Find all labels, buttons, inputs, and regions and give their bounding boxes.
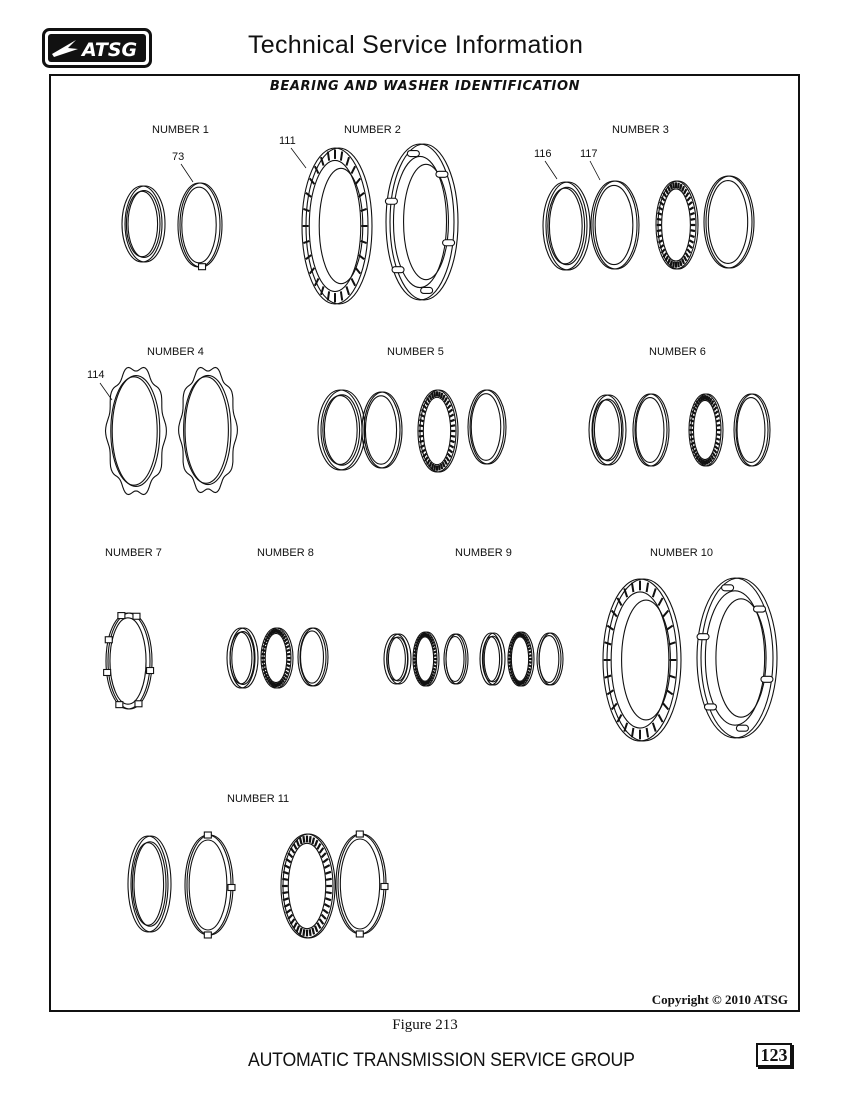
bearing-n9b <box>508 632 534 686</box>
group-label-9: NUMBER 9 <box>455 547 512 559</box>
group-label-7: NUMBER 7 <box>105 547 162 559</box>
callout-114: 114 <box>87 369 105 381</box>
callout-111: 111 <box>279 135 296 147</box>
tabbed-washer-n7 <box>104 613 154 709</box>
bearing-n8 <box>261 628 293 688</box>
page-number: 123 <box>756 1043 792 1067</box>
figure-caption: Figure 213 <box>392 1017 458 1033</box>
thrust-plate-n10 <box>697 578 777 738</box>
bearing-n5 <box>418 390 458 472</box>
washer-n4 <box>179 368 238 493</box>
washer-n5 <box>362 392 402 468</box>
group-label-10: NUMBER 10 <box>650 547 713 559</box>
figure-heading: BEARING AND WASHER IDENTIFICATION <box>269 79 581 94</box>
race-n6 <box>589 395 626 465</box>
bearing-n3 <box>656 181 698 269</box>
copyright-notice: Copyright © 2010 ATSG <box>651 992 788 1007</box>
washer-n9 <box>444 634 468 684</box>
race-n9 <box>384 634 411 684</box>
logo-text: ATSG <box>82 39 138 61</box>
group-label-5: NUMBER 5 <box>387 346 444 358</box>
race-n11 <box>128 836 171 932</box>
group-label-6: NUMBER 6 <box>649 346 706 358</box>
bearing-n9 <box>413 632 439 686</box>
group-label-2: NUMBER 2 <box>344 124 401 136</box>
bearing-n11 <box>281 834 335 938</box>
tabbed-washer-n11 <box>185 832 235 938</box>
washer-n6 <box>633 394 669 466</box>
bearing-n6 <box>689 394 723 466</box>
page-title: Technical Service Information <box>248 31 584 59</box>
group-label-1: NUMBER 1 <box>152 124 209 136</box>
washer-n8 <box>298 628 328 686</box>
washer-n9b <box>537 633 563 685</box>
washer-114 <box>106 368 167 495</box>
group-label-11: NUMBER 11 <box>227 793 290 805</box>
callout-117: 117 <box>580 148 598 160</box>
tabbed-washer-n11b <box>336 831 388 937</box>
washer-n5b <box>468 390 506 464</box>
race-n8 <box>227 628 258 688</box>
race-116 <box>543 182 590 270</box>
race-n9b <box>480 633 505 685</box>
retainer-n10 <box>603 579 681 741</box>
race-n1 <box>122 186 165 262</box>
washer-117 <box>591 181 639 269</box>
group-label-3: NUMBER 3 <box>612 124 669 136</box>
washer-n6b <box>734 394 770 466</box>
callout-116: 116 <box>534 148 552 160</box>
retainer-111 <box>302 148 372 304</box>
thrust-plate-n2 <box>385 144 458 300</box>
group-label-8: NUMBER 8 <box>257 547 314 559</box>
footer-organization: AUTOMATIC TRANSMISSION SERVICE GROUP <box>248 1050 635 1071</box>
race-n5 <box>318 390 365 470</box>
washer-n3 <box>704 176 754 268</box>
washer-73 <box>178 183 222 270</box>
callout-73: 73 <box>172 151 185 163</box>
group-label-4: NUMBER 4 <box>147 346 204 358</box>
